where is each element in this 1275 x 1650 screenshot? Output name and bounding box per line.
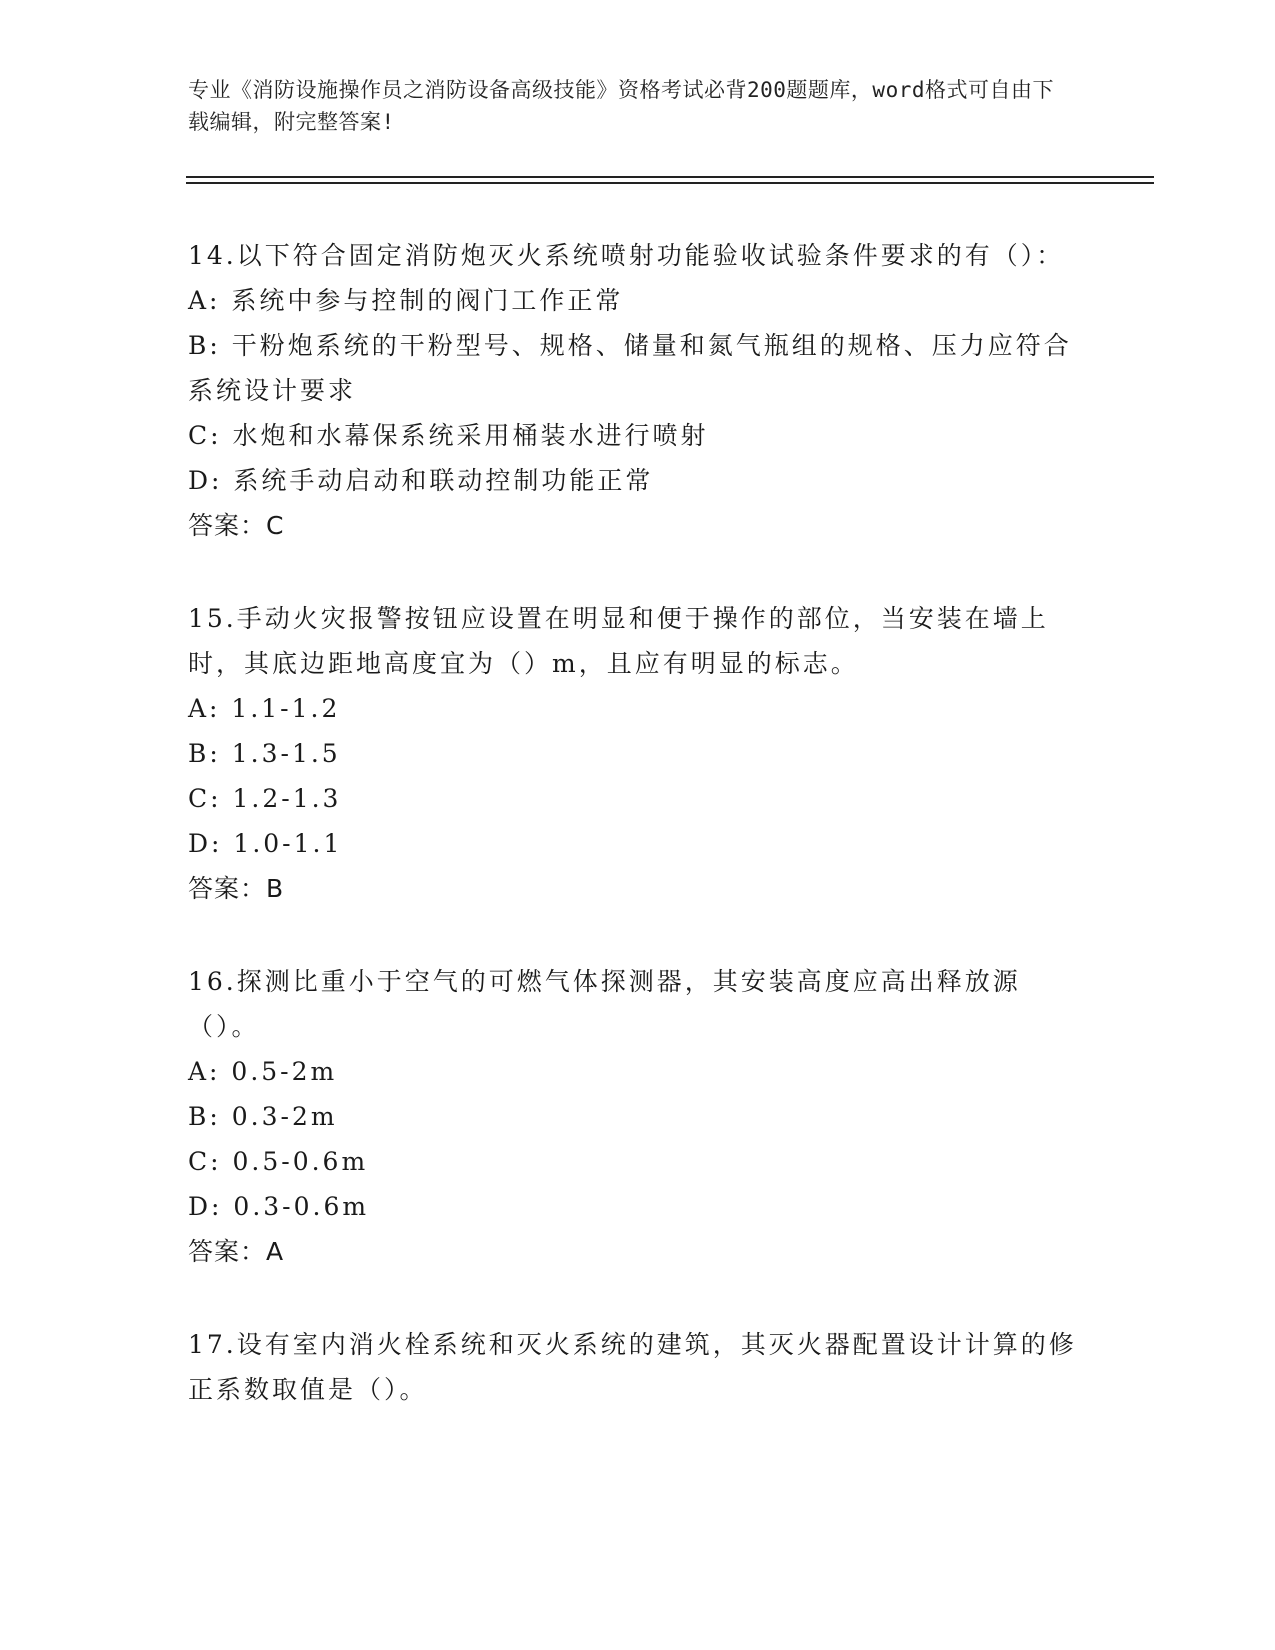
option-c: C: 1.2-1.3 — [188, 784, 342, 813]
divider-line — [186, 182, 1154, 184]
option-a: A: 0.5-2m — [188, 1057, 338, 1086]
question-text: 17.设有室内消火栓系统和灭火系统的建筑，其灭火器配置设计计算的修正系数取值是（）。 — [188, 1330, 1077, 1404]
option-c: C: 0.5-0.6m — [188, 1147, 369, 1176]
question-14 — [188, 233, 1078, 548]
option-a: A: 1.1-1.2 — [188, 694, 341, 723]
option-d: D: 1.0-1.1 — [188, 829, 343, 858]
option-c: C: 水炮和水幕保系统采用桶装水进行喷射 — [188, 421, 709, 450]
option-b: B: 干粉炮系统的干粉型号、规格、储量和氮气瓶组的规格、压力应符合系统设计要求 — [188, 331, 1072, 405]
divider-line — [186, 176, 1154, 178]
answer: 答案：C — [188, 511, 285, 540]
document-intro: 专业《消防设施操作员之消防设备高级技能》资格考试必背200题题库，word格式可自由下载编辑，附完整答案! — [188, 78, 1054, 134]
option-a: A: 系统中参与控制的阀门工作正常 — [188, 286, 624, 315]
question-text: 16.探测比重小于空气的可燃气体探测器，其安装高度应高出释放源（）。 — [188, 967, 1021, 1041]
question-17 — [188, 1322, 1078, 1412]
question-text: 14.以下符合固定消防炮灭火系统喷射功能验收试验条件要求的有（）： — [188, 241, 1065, 270]
option-d: D: 0.3-0.6m — [188, 1192, 370, 1221]
option-d: D: 系统手动启动和联动控制功能正常 — [188, 466, 654, 495]
question-16 — [188, 959, 1078, 1274]
question-list — [188, 233, 1078, 1460]
answer: 答案：A — [188, 1237, 285, 1266]
answer: 答案：B — [188, 874, 285, 903]
question-text: 15.手动火灾报警按钮应设置在明显和便于操作的部位，当安装在墙上时，其底边距地高度宜为（）m，且应有明显的标志。 — [188, 604, 1049, 678]
option-b: B: 0.3-2m — [188, 1102, 338, 1131]
option-b: B: 1.3-1.5 — [188, 739, 341, 768]
question-15 — [188, 596, 1078, 911]
